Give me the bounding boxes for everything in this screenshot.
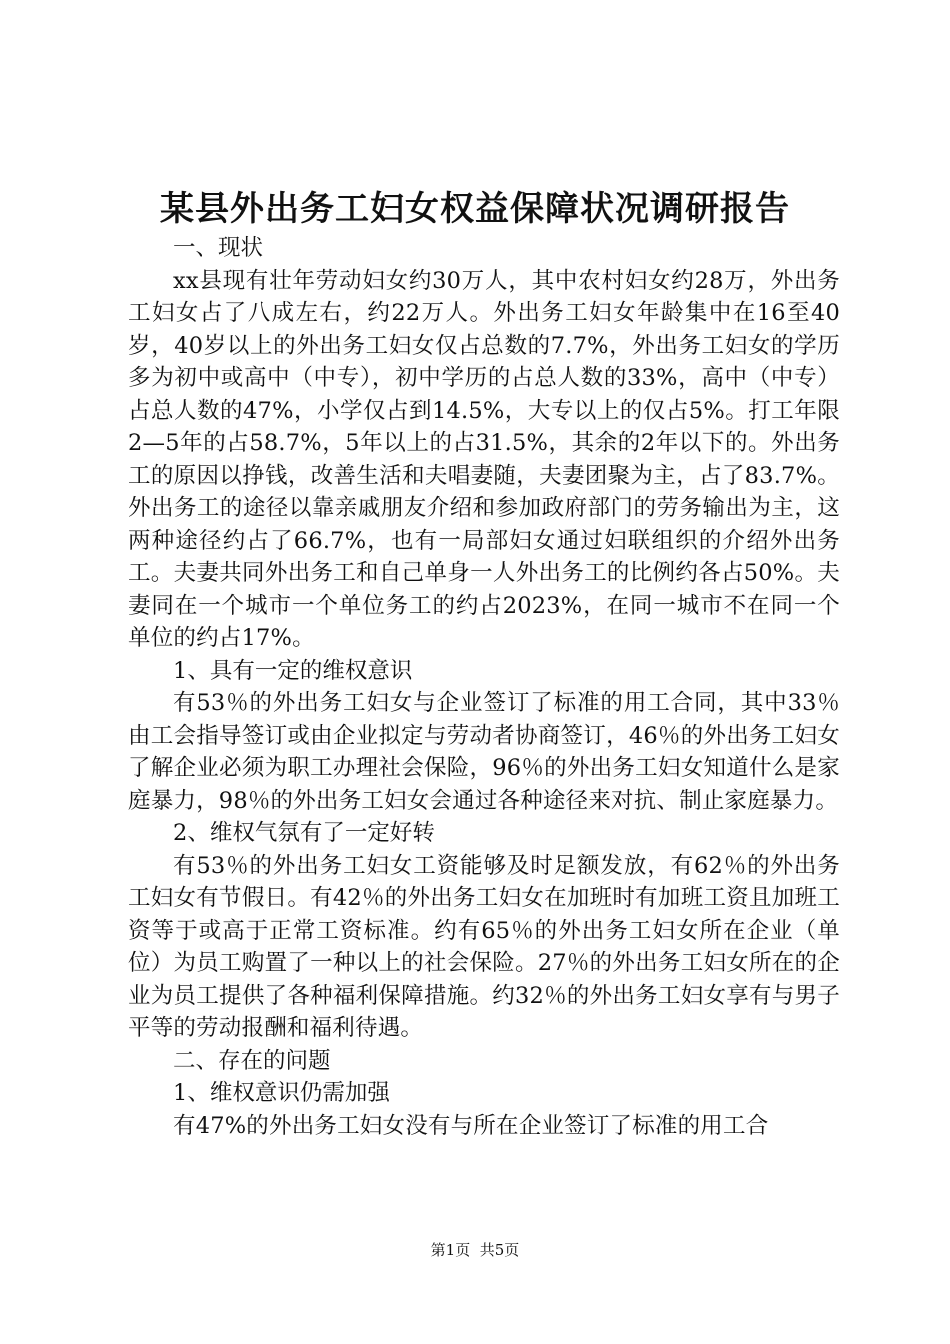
section-heading: 一、现状 <box>173 235 264 261</box>
section-heading: 2、维权气氛有了一定好转 <box>173 820 435 846</box>
paragraph: 有53％的外出务工妇女与企业签订了标准的用工合同，其中33％由工会指导签订或由企业拟定与劳动者协商签订，46％的外出务工妇女了解企业必须为职工办理社会保险，96％的外出务工妇女知道什么是家庭暴力，98％的外出务工妇女会通过各种途径来对抗、制止家庭暴力。 <box>128 690 840 814</box>
section-heading: 二、存在的问题 <box>173 1047 331 1074</box>
document-body <box>128 232 840 1142</box>
paragraph: 有53％的外出务工妇女工资能够及时足额发放，有62％的外出务工妇女有节假日。有42％的外出务工妇女在加班时有加班工资且加班工资等于或高于正常工资标准。约有65％的外出务工妇女所在企业（单位）为员工购置了一种以上的社会保险。27％的外出务工妇女所在的企业为员工提供了各种福利保障措施。约32％的外出务工妇女享有与男子平等的劳动报酬和福利待遇。 <box>128 852 840 1041</box>
page-footer <box>0 1240 950 1260</box>
section-heading: 1、具有一定的维权意识 <box>173 657 413 684</box>
section-heading: 1、维权意识仍需加强 <box>173 1080 390 1106</box>
document-title: 某县外出务工妇女权益保障状况调研报告 <box>160 189 790 229</box>
page-number: 第1页 <box>430 1241 471 1259</box>
paragraph: 有47%的外出务工妇女没有与所在企业签订了标准的用工合 <box>173 1112 769 1139</box>
paragraph: xx县现有壮年劳动妇女约30万人，其中农村妇女约28万，外出务工妇女占了八成左右，约22万人。外出务工妇女年龄集中在16至40岁，40岁以上的外出务工妇女仅占总数的7.7%，外出务工妇女的学历多为初中或高中（中专），初中学历的占总人数的33%，高中（中专）占总人数的47%，小学仅占到14.5%，大专以上的仅占5%。打工年限2—5年的占58.7%，5年以上的占31.5%，其余的2年以下的。外出务工的原因以挣钱，改善生活和夫唱妻随，夫妻团聚为主，占了83.7%。外出务工的途径以靠亲戚朋友介绍和参加政府部门的劳务输出为主，这两种途径约占了66.7%，也有一局部妇女通过妇联组织的介绍外出务工。夫妻共同外出务工和自己单身一人外出务工的比例约各占50%。夫妻同在一个城市一个单位务工的约占2023%，在同一城市不在同一个单位的约占17%。 <box>128 267 840 651</box>
page-total: 共5页 <box>479 1241 520 1259</box>
